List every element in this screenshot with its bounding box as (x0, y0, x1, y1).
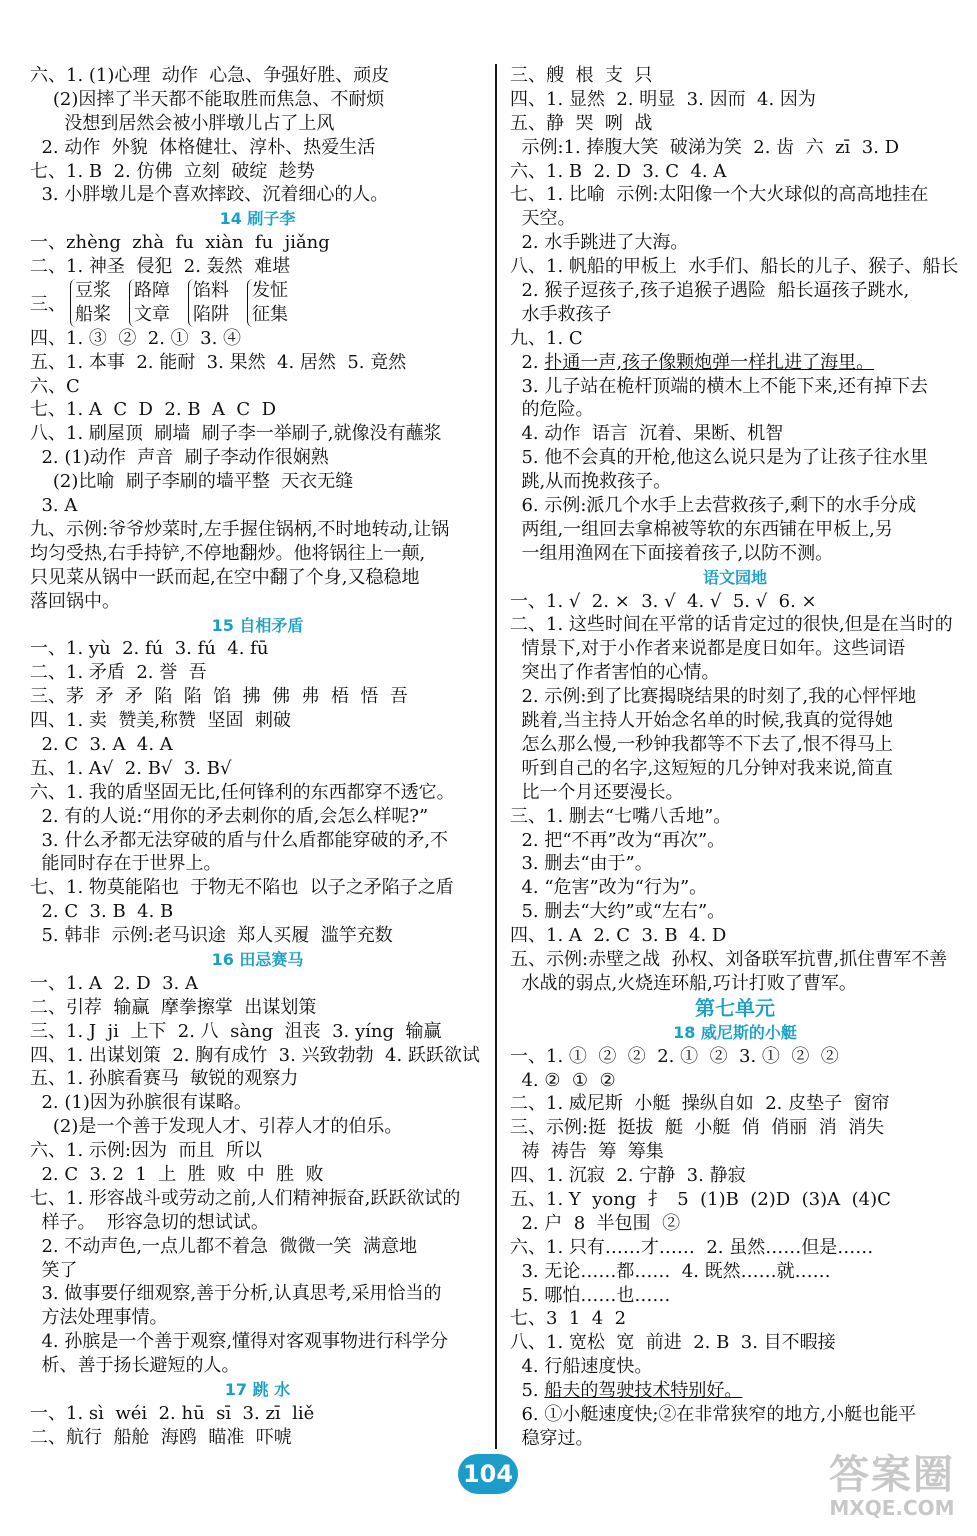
answer-line: 3. 小胖墩儿是个喜欢摔跤、沉着细心的人。 (30, 184, 389, 206)
answer-line: 4. 行船速度快。 (510, 1356, 653, 1378)
answer-line: 五、1. A√ 2. B√ 3. B√ (30, 757, 232, 779)
answer-line: 一、1. yù 2. fú 3. fú 4. fū (30, 638, 269, 660)
answer-line: 六、1. (1)心理 动作 心急、争强好胜、顽皮 (30, 65, 390, 86)
answer-line: 比一个月还要漫长。 (510, 781, 684, 803)
answer-line: 祷 祷告 筹 筹集 (510, 1141, 664, 1163)
brace-word: 馅料 (193, 280, 229, 302)
answer-line: 二、引荐 输赢 摩拳擦掌 出谋划策 (30, 996, 317, 1018)
brace-word: 陷阱 (193, 303, 229, 325)
answer-line: 稳穿过。 (510, 1427, 594, 1449)
answer-line: 六、1. 只有……才…… 2. 虽然……但是…… (510, 1236, 874, 1258)
section-heading: 16 田忌赛马 (211, 949, 304, 969)
brace-group (70, 279, 111, 327)
answer-line: 5. 他不会真的开枪,他这么说只是为了让孩子往水里 (510, 447, 929, 469)
brace-group (247, 279, 288, 327)
answer-line: 九、1. C (510, 327, 583, 349)
answer-line: 2. (1)因为孙膑很有谋略。 (30, 1092, 252, 1114)
answer-line: 七、1. A C D 2. B A C D (30, 399, 277, 421)
answer-line: 六、C (30, 375, 80, 397)
watermark-top: 答案圈 (829, 1452, 955, 1498)
answer-line: (2)是一个善于发现人才、引荐人才的伯乐。 (30, 1116, 403, 1138)
answer-line: 三、艘 根 支 只 (510, 65, 653, 86)
answer-line: 2. 猴子逗孩子,孩子追猴子遇险 船长逼孩子跳水, (510, 280, 910, 302)
brace-word: 豆浆 (75, 280, 111, 302)
answer-line: 的危险。 (510, 399, 594, 421)
answer-line: 七、1. 物莫能陷也 于物无不陷也 以子之矛陷子之盾 (30, 877, 454, 899)
answer-line: 八、1. 帆船的甲板上 水手们、船长的儿子、猴子、船长 (510, 256, 959, 278)
answer-line: 均匀受热,右手持铲,不停地翻炒。他将锅往上一颠, (30, 542, 426, 564)
answer-line: 八、1. 刷屋顶 刷墙 刷子李一举刷子,就像没有蘸浆 (30, 423, 442, 445)
answer-line: 七、3 1 4 2 (510, 1308, 627, 1330)
answer-line: 跳,从而挽救孩子。 (510, 471, 672, 493)
watermark-bottom: MXQE.COM (829, 1496, 955, 1520)
underlined-answer: 船夫的驾驶技术特别好。 (544, 1380, 743, 1402)
answer-line: 2. C 3. 2 1 上 胜 败 中 胜 败 (30, 1163, 324, 1185)
answer-line: 七、1. 形容战斗或劳动之前,人们精神振奋,跃跃欲试的 (30, 1187, 461, 1209)
answer-line: 八、1. 宽松 宽 前进 2. B 3. 目不暇接 (510, 1332, 836, 1354)
answer-line: (2)因摔了半天都不能取胜而焦急、不耐烦 (30, 88, 385, 110)
answer-line: 2. 有的人说:“用你的矛去刺你的盾,会怎么样呢?” (30, 805, 429, 827)
answer-line: 二、1. 这些时间在平常的话肯定过的很快,但是在当时的 (510, 614, 953, 636)
answer-line: 五、静 哭 咧 战 (510, 112, 653, 134)
brace-word: 发怔 (252, 280, 288, 302)
answer-line: 2. 把“不再”改为“再次”。 (510, 829, 726, 851)
answer-line: 六、1. B 2. D 3. C 4. A (510, 160, 727, 182)
answer-line: 四、1. A 2. C 3. B 4. D (510, 925, 727, 947)
answer-line: 二、航行 船舱 海鸥 瞄准 吓唬 (30, 1426, 292, 1448)
answer-line: 3. 删去“由于”。 (510, 853, 653, 875)
answer-line: 情景下,对于小作者来说都是度日如年。这些词语 (510, 638, 906, 660)
answer-line: 示例:1. 捧腹大笑 破涕为笑 2. 齿 六 zī 3. D (510, 136, 900, 158)
answer-line: 2. 动作 外貌 体格健壮、淳朴、热爱生活 (30, 136, 376, 158)
answer-line: 5. 韩非 示例:老马识途 郑人买履 滥竽充数 (30, 925, 393, 947)
answer-line: 七、1. 比喻 示例:太阳像一个大火球似的高高地挂在 (510, 184, 929, 206)
answer-line: 落回锅中。 (30, 590, 120, 612)
answer-line: 3. 儿子站在桅杆顶端的横木上不能下来,还有掉下去 (510, 375, 929, 397)
answer-line (510, 1379, 960, 1403)
brace-group (129, 279, 170, 327)
brace-word: 船桨 (75, 303, 111, 325)
answer-line: 听到自己的名字,这短短的几分钟对我来说,简直 (510, 757, 893, 779)
answer-line: 四、1. ③ ② 2. ① 3. ④ (30, 327, 242, 349)
answer-line: 2. (1)动作 声音 刷子李动作很娴熟 (30, 447, 329, 469)
answer-line: 三、1. 删去“七嘴八舌地”。 (510, 805, 732, 827)
answer-line: 五、1. Y yong 扌 5 (1)B (2)D (3)A (4)C (510, 1188, 891, 1210)
answer-line: 天空。 (510, 208, 576, 230)
answer-line: 跳着,当主持人开始念名单的时候,我真的觉得她 (510, 710, 893, 732)
answer-line: 3. 做事要仔细观察,善于分析,认真思考,采用恰当的 (30, 1283, 442, 1305)
answer-line: 2. 示例:到了比赛揭晓结果的时刻了,我的心怦怦地 (510, 686, 917, 708)
answer-line: 一组用渔网在下面接着孩子,以防不测。 (510, 542, 834, 564)
answer-line: 水手救孩子 (510, 303, 612, 325)
answer-line (510, 351, 960, 375)
item-prefix: 2. (510, 351, 545, 373)
answer-line: (2)比喻 刷子李刷的墙平整 天衣无缝 (30, 471, 354, 493)
answer-line: 一、1. sì wéi 2. hū sī 3. zī liě (30, 1402, 315, 1424)
answer-line: 一、1. A 2. D 3. A (30, 972, 199, 994)
answer-line: 6. ①小艇速度快;②在非常狭窄的地方,小艇也能平 (510, 1403, 917, 1425)
answer-line: 析、善于扬长避短的人。 (30, 1355, 240, 1377)
section-heading: 17 跳 水 (224, 1380, 291, 1399)
answer-line: 2. C 3. B 4. B (30, 901, 174, 923)
answer-line: 三、茅 矛 矛 陷 陷 馅 拂 佛 弗 梧 悟 吾 (30, 686, 408, 708)
answer-line: 6. 示例:派几个水手上去营救孩子,剩下的水手分成 (510, 495, 917, 517)
answer-line: 2. 不动声色,一点儿都不着急 微微一笑 满意地 (30, 1235, 417, 1257)
item-prefix: 三、 (30, 293, 66, 315)
answer-line: 九、示例:爷爷炒菜时,左手握住锅柄,不时地转动,让锅 (30, 518, 450, 540)
answer-line: 2. 水手跳进了大海。 (510, 232, 689, 254)
right-column (510, 64, 960, 1451)
answer-line: 方法处理事情。 (30, 1307, 168, 1329)
answer-line: 5. 删去“大约”或“左右”。 (510, 901, 726, 923)
answer-line: 3. 什么矛都无法穿破的盾与什么盾都能穿破的矛,不 (30, 829, 449, 851)
answer-line: 二、1. 神圣 侵犯 2. 轰然 难堪 (30, 256, 291, 278)
answer-line: 5. 哪怕……也…… (510, 1284, 671, 1306)
answer-line: 2. C 3. A 4. A (30, 733, 173, 755)
brace-group (188, 279, 229, 327)
left-column (30, 64, 485, 1450)
answer-line: 一、1. ① ② ② 2. ① ② 3. ① ② ② (510, 1045, 839, 1067)
section-heading: 14 刷子李 (219, 209, 296, 229)
answer-line: 一、zhèng zhà fu xiàn fu jiǎng (30, 232, 330, 254)
answer-line: 五、1. 本事 2. 能耐 3. 果然 4. 居然 5. 竟然 (30, 351, 407, 373)
answer-line: 水战的弱点,火烧连环船,巧计打败了曹军。 (510, 972, 857, 994)
answer-line: 两组,一组回去拿棉被等软的东西铺在甲板上,另 (510, 518, 893, 540)
answer-line: 样子。 形容急切的想试试。 (30, 1211, 269, 1233)
unit-heading: 第七单元 (695, 995, 775, 1020)
watermark-logo (817, 1454, 967, 1524)
answer-line: 笑了 (30, 1259, 78, 1281)
section-heading: 语文园地 (702, 567, 767, 587)
answer-line: 能同时存在于世界上。 (30, 853, 222, 875)
brace-word: 征集 (252, 303, 288, 325)
underlined-answer: 扑通一声,孩子像颗炮弹一样扎进了海里。 (544, 351, 875, 373)
answer-line: 只见菜从锅中一跃而起,在空中翻了个身,又稳稳地 (30, 566, 420, 588)
brace-answer-row (30, 279, 485, 327)
answer-line: 3. A (30, 495, 78, 517)
answer-line: 四、1. 卖 赞美,称赞 坚固 刺破 (30, 710, 291, 732)
answer-line: 怎么那么慢,一秒钟我都等不下去了,恨不得马上 (510, 733, 893, 755)
answer-line: 四、1. 出谋划策 2. 胸有成竹 3. 兴致勃勃 4. 跃跃欲试 (30, 1044, 480, 1066)
section-heading: 15 自相矛盾 (211, 615, 304, 635)
answer-line: 4. ② ① ② (510, 1069, 616, 1091)
answer-line: 六、1. 示例:因为 而且 所以 (30, 1140, 262, 1162)
answer-line: 2. 户 8 半包围 ② (510, 1212, 681, 1234)
answer-line: 二、1. 矛盾 2. 誉 吾 (30, 662, 207, 684)
answer-line: 六、1. 我的盾坚固无比,任何锋利的东西都穿不透它。 (30, 781, 455, 803)
answer-line: 4. 孙膑是一个善于观察,懂得对客观事物进行科学分 (30, 1331, 449, 1353)
answer-line: 二、1. 威尼斯 小艇 操纵自如 2. 皮垫子 窗帘 (510, 1093, 890, 1115)
answer-line: 没想到居然会被小胖墩儿占了上风 (30, 112, 335, 134)
answer-line: 4. 动作 语言 沉着、果断、机智 (510, 423, 784, 445)
answer-line: 五、1. 孙膑看赛马 敏锐的观察力 (30, 1068, 299, 1090)
answer-line: 五、示例:赤壁之战 孙权、刘备联军抗曹,抓住曹军不善 (510, 948, 948, 970)
column-divider (495, 64, 497, 1449)
answer-line: 四、1. 显然 2. 明显 3. 因而 4. 因为 (510, 88, 816, 110)
answer-line: 4. “危害”改为“行为”。 (510, 877, 708, 899)
answer-line: 3. 无论……都…… 4. 既然……就…… (510, 1260, 831, 1282)
answer-line: 七、1. B 2. 仿佛 立刻 破绽 趁势 (30, 160, 315, 182)
item-prefix: 5. (510, 1380, 545, 1402)
answer-line: 一、1. √ 2. × 3. √ 4. √ 5. √ 6. × (510, 590, 817, 612)
brace-word: 文章 (134, 303, 170, 325)
answer-line: 四、1. 沉寂 2. 宁静 3. 静寂 (510, 1165, 746, 1187)
brace-word: 路障 (134, 280, 170, 302)
page-number: 104 (458, 1454, 518, 1494)
answer-line: 三、1. J ji 上下 2. 八 sàng 沮丧 3. yíng 输赢 (30, 1020, 442, 1042)
section-heading: 18 威尼斯的小艇 (673, 1022, 797, 1042)
answer-line: 突出了作者害怕的心情。 (510, 662, 720, 684)
answer-line: 三、示例:挺 挺拔 艇 小艇 俏 俏丽 消 消失 (510, 1117, 885, 1139)
